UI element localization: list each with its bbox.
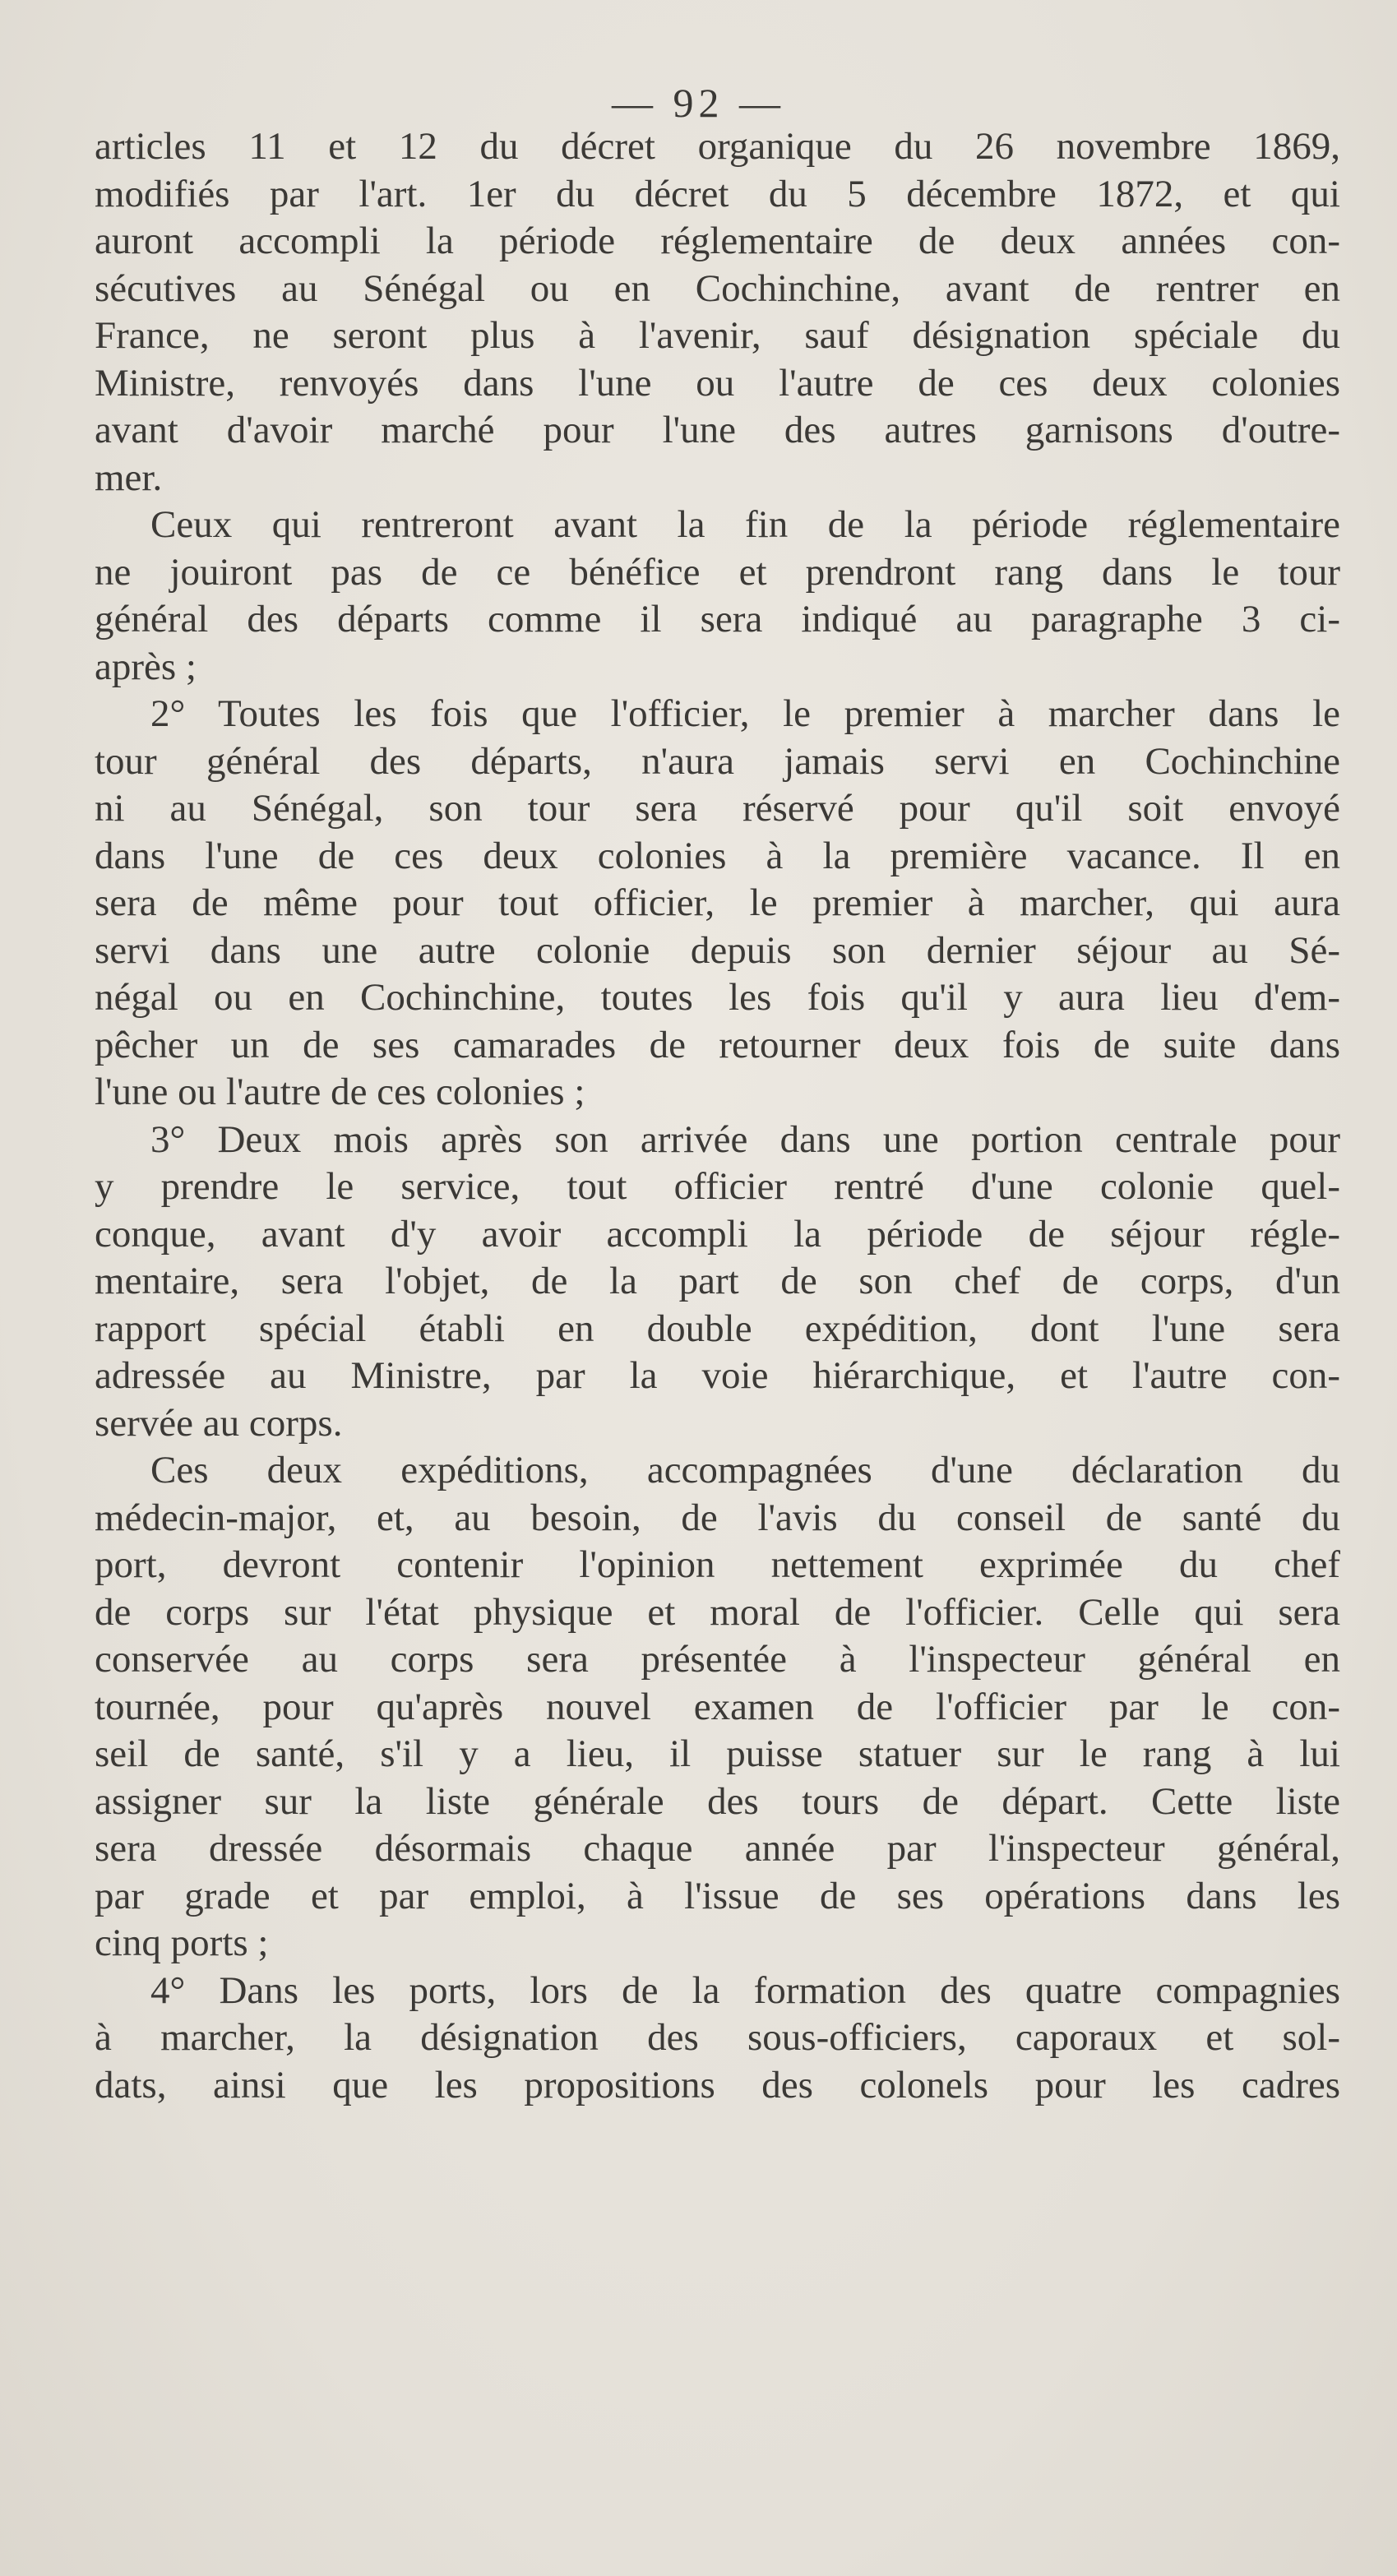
text-line: France, ne seront plus à l'avenir, sauf désignation spéciale du: [95, 314, 1340, 357]
text-line: rapport spécial établi en double expédition, dont l'une sera: [95, 1306, 1340, 1350]
text-line: sera de même pour tout officier, le premier à marcher, qui aura: [95, 881, 1340, 924]
text-line: après ;: [95, 645, 197, 688]
text-line: mer.: [95, 456, 163, 499]
text-line: servée au corps.: [95, 1401, 343, 1445]
text-line: général des départs comme il sera indiqué au paragraphe 3 ci-: [95, 598, 1340, 641]
text-line: avant d'avoir marché pour l'une des autres garnisons d'outre-: [95, 409, 1340, 451]
text-line: à marcher, la désignation des sous-officiers, caporaux et sol-: [95, 2016, 1340, 2059]
text-line: dans l'une de ces deux colonies à la première vacance. Il en: [95, 834, 1340, 877]
text-line: 2° Toutes les fois que l'officier, le premier à marcher dans le: [150, 692, 1340, 735]
text-line: sécutives au Sénégal ou en Cochinchine, avant de rentrer en: [95, 266, 1340, 310]
body-text: [95, 123, 1340, 2109]
text-line: conque, avant d'y avoir accompli la période de séjour régle-: [95, 1212, 1340, 1256]
text-line: assigner sur la liste générale des tours de départ. Cette liste: [95, 1779, 1340, 1823]
text-line: l'une ou l'autre de ces colonies ;: [95, 1071, 585, 1113]
text-line: auront accompli la période réglementaire de deux années con-: [95, 220, 1340, 262]
text-line: servi dans une autre colonie depuis son dernier séjour au Sé-: [95, 928, 1340, 972]
text-line: pêcher un de ses camarades de retourner deux fois de suite dans: [95, 1023, 1340, 1066]
text-line: y prendre le service, tout officier rentré d'une colonie quel-: [95, 1165, 1340, 1208]
text-line: dats, ainsi que les propositions des colonels pour les cadres: [95, 2063, 1340, 2107]
text-line: Ministre, renvoyés dans l'une ou l'autre de ces deux colonies: [95, 361, 1340, 405]
text-line: ne jouiront pas de ce bénéfice et prendront rang dans le tour: [95, 550, 1340, 594]
text-line: mentaire, sera l'objet, de la part de son chef de corps, d'un: [95, 1260, 1340, 1302]
text-line: ni au Sénégal, son tour sera réservé pour qu'il soit envoyé: [95, 787, 1340, 830]
text-line: par grade et par emploi, à l'issue de ses opérations dans les: [95, 1874, 1340, 1917]
text-line: conservée au corps sera présentée à l'inspecteur général en: [95, 1638, 1340, 1681]
text-line: Ces deux expéditions, accompagnées d'une déclaration du: [150, 1449, 1340, 1491]
text-line: articles 11 et 12 du décret organique du 26 novembre 1869,: [95, 125, 1340, 168]
text-line: cinq ports ;: [95, 1922, 269, 1964]
text-line: de corps sur l'état physique et moral de l'officier. Celle qui sera: [95, 1590, 1340, 1634]
page-number: — 92 —: [612, 80, 785, 126]
text-line: 4° Dans les ports, lors de la formation des quatre compagnies: [150, 1968, 1340, 2012]
text-line: tournée, pour qu'après nouvel examen de l'officier par le con-: [95, 1685, 1340, 1728]
text-line: port, devront contenir l'opinion nettement exprimée du chef: [95, 1543, 1340, 1586]
text-line: seil de santé, s'il y a lieu, il puisse statuer sur le rang à lui: [95, 1732, 1340, 1775]
text-line: Ceux qui rentreront avant la fin de la période réglementaire: [150, 503, 1340, 546]
text-line: modifiés par l'art. 1er du décret du 5 décembre 1872, et qui: [95, 172, 1340, 215]
text-line: 3° Deux mois après son arrivée dans une portion centrale pour: [150, 1117, 1340, 1161]
text-line: négal ou en Cochinchine, toutes les fois qu'il y aura lieu d'em-: [95, 976, 1340, 1019]
text-line: sera dressée désormais chaque année par l'inspecteur général,: [95, 1827, 1340, 1870]
text-line: tour général des départs, n'aura jamais servi en Cochinchine: [95, 739, 1340, 783]
text-line: adressée au Ministre, par la voie hiérarchique, et l'autre con-: [95, 1354, 1340, 1397]
text-line: médecin-major, et, au besoin, de l'avis du conseil de santé du: [95, 1496, 1340, 1539]
